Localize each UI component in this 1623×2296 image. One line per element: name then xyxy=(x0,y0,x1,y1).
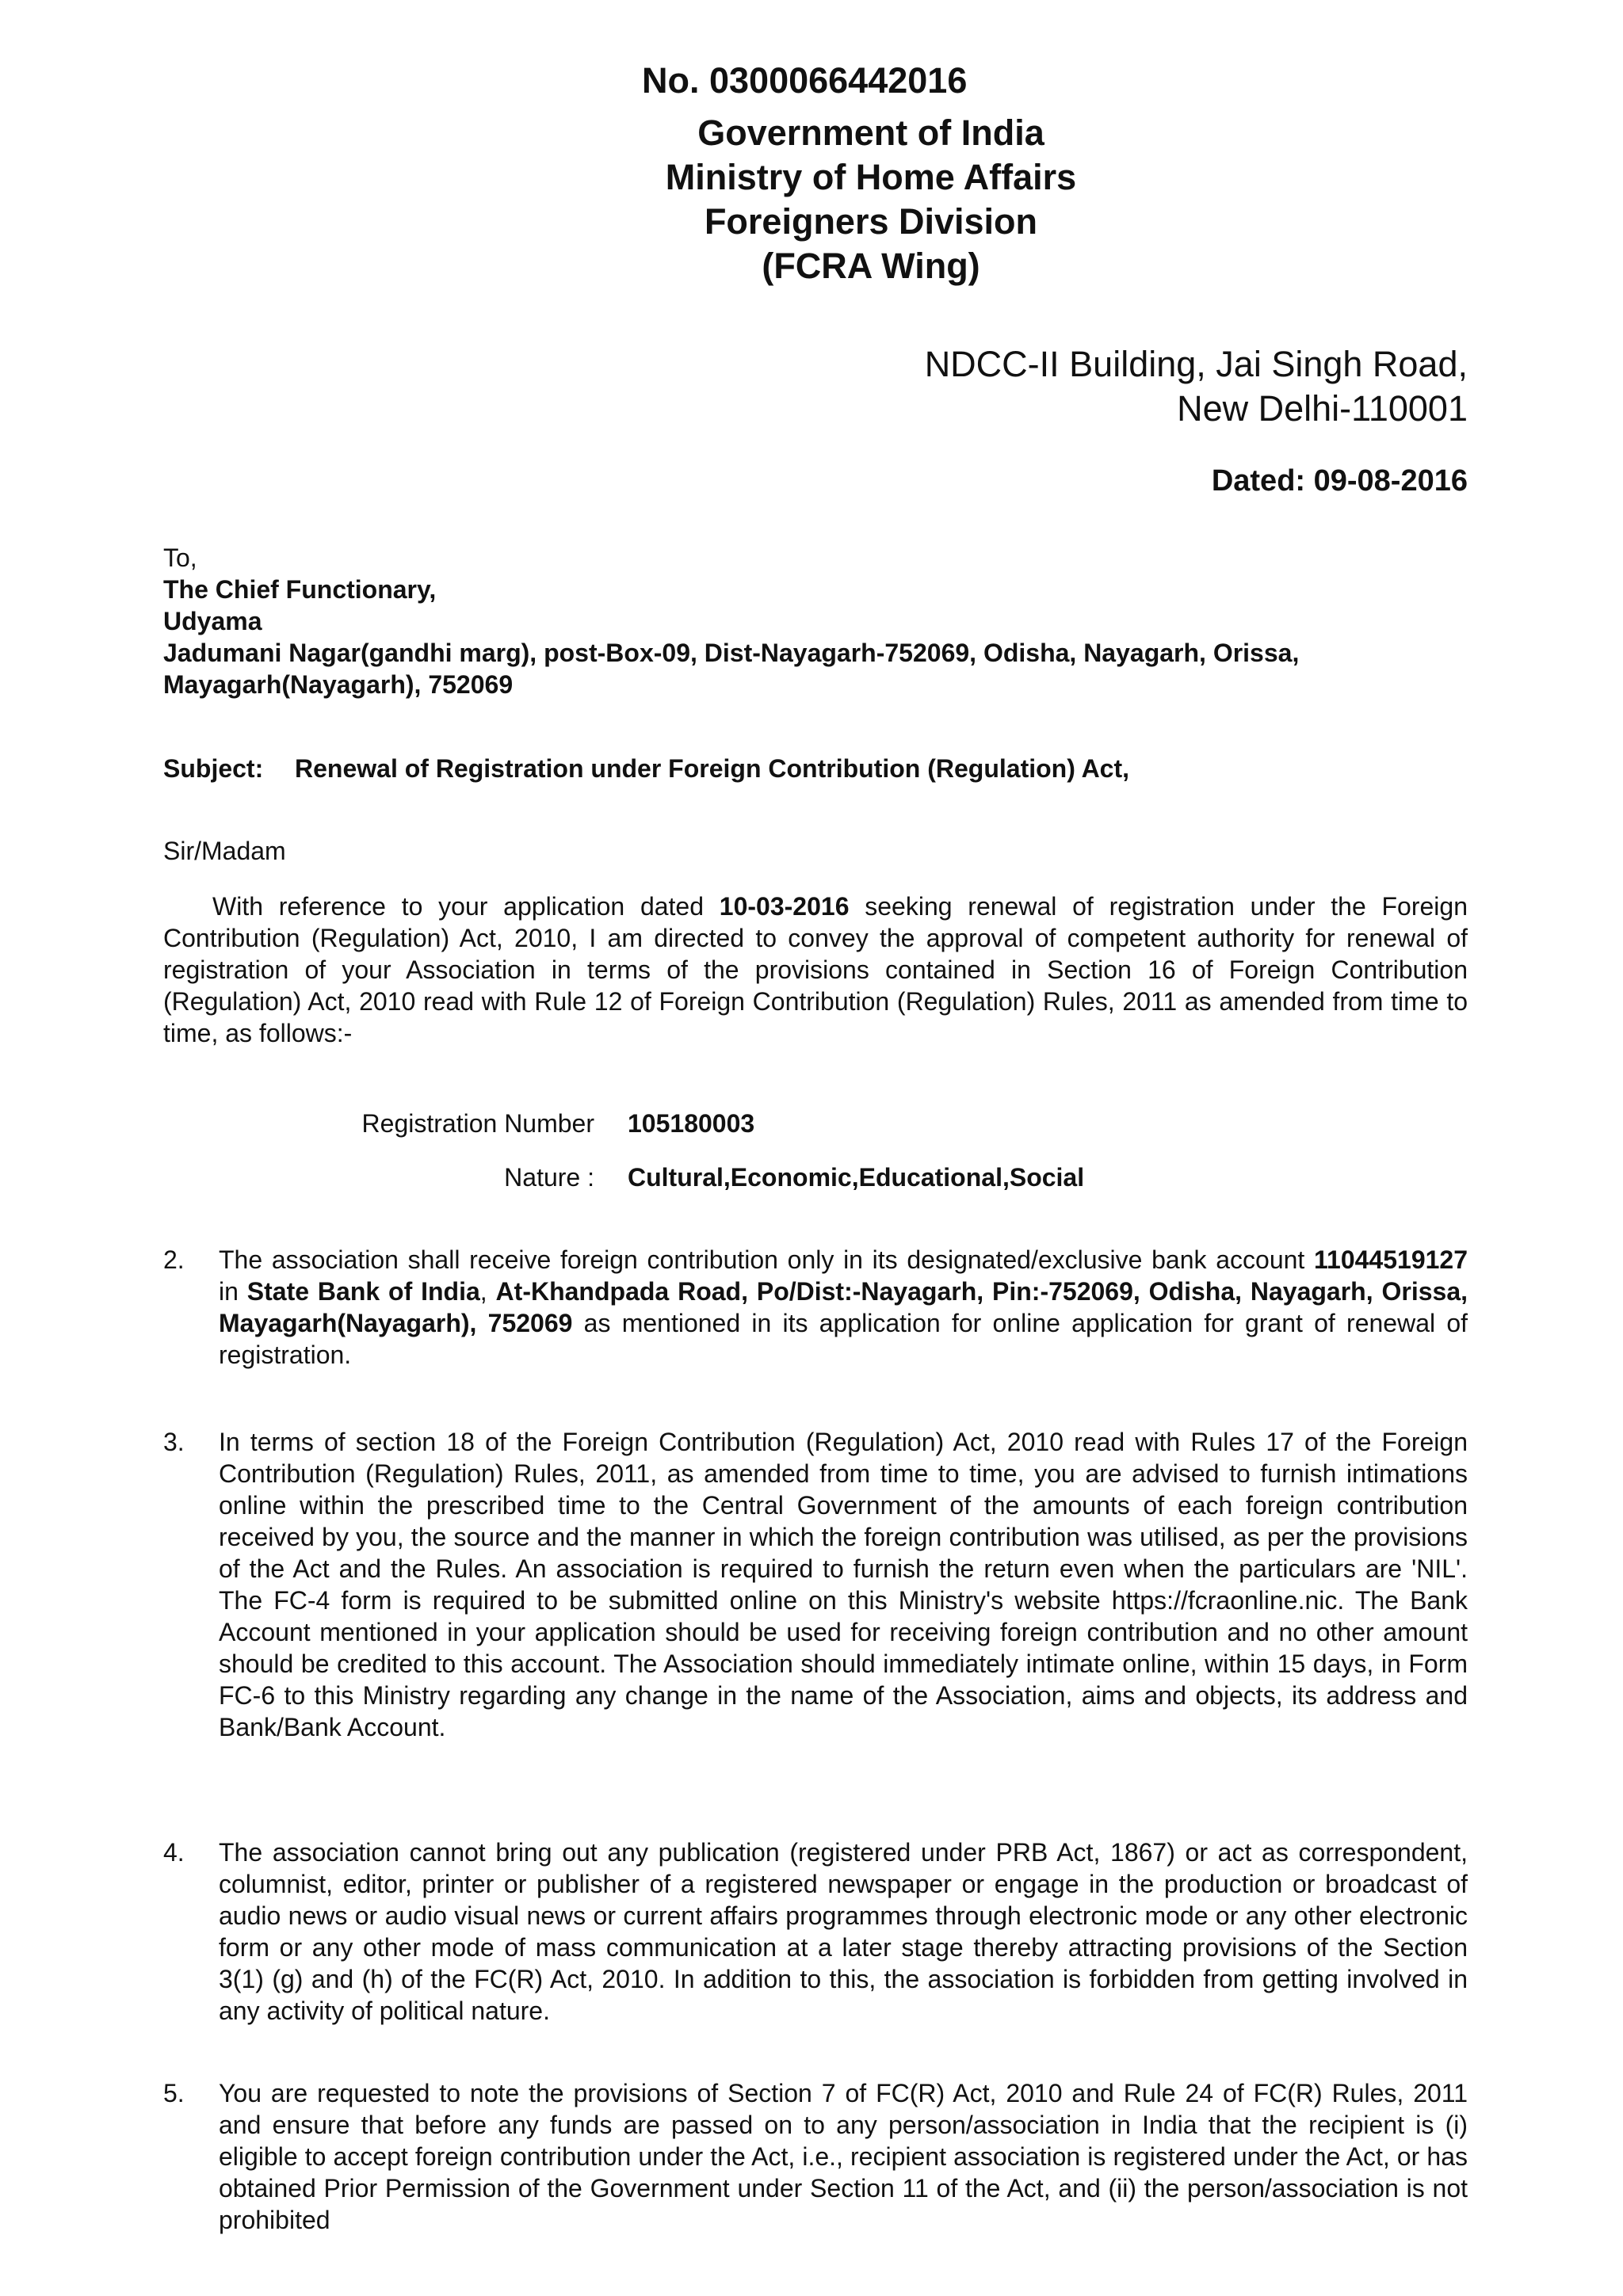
header-government: Government of India xyxy=(697,113,1044,153)
clause-2-text-mid2: , xyxy=(479,1277,496,1306)
intro-text-pre: With reference to your application dated xyxy=(212,892,720,921)
reference-number: No. 0300066442016 xyxy=(642,60,968,101)
clause-text: In terms of section 18 of the Foreign Contribution (Regulation) Act, 2010 read with Rules 17 of the Foreign Contribution (Regulation) Rules, 2011, as amended from time to time, you are advised to furnish intimations online within the prescribed time to the Central Government of the amounts of each foreign contribution received by you, the source and the manner in which the foreign contribution was utilised, as per the provisions of the Act and the Rules. An association is required to furnish the return even when the particulars are 'NIL'. The FC-4 form is required to be submitted online on this Ministry's website https://fcraonline.nic. The Bank Account mentioned in your application should be used for receiving foreign contribution and no other amount should be credited to this account. The Association should immediately intimate online, within 15 days, in Form FC-6 to this Ministry regarding any change in the name of the Association, aims and objects, its address and Bank/Bank Account. xyxy=(219,1428,1468,1741)
bank-branch-address: At-Khandpada Road, Po/Dist:-Nayagarh, Pin:-752069, Odisha, Nayagarh, Orissa, Mayagarh(Nayagarh), 752069 xyxy=(219,1277,1468,1337)
clause-text: The association cannot bring out any publication (registered under PRB Act, 1867) or act as correspondent, columnist, editor, printer or publisher of a registered newspaper or engage in the production or broadcast of audio news or audio visual news or current affairs programmes through electronic mode or any other electronic form or any other mode of mass communication at a later stage thereby attracting provisions of the Section 3(1) (g) and (h) of the FC(R) Act, 2010. In addition to this, the association is forbidden from getting involved in any activity of political nature. xyxy=(219,1838,1468,2025)
clause-text: You are requested to note the provisions of Section 7 of FC(R) Act, 2010 and Rule 24 of FC(R) Rules, 2011 and ensure that before any funds are passed on to any person/association in India that the recipient is (i) eligible to accept foreign contribution under the Act, i.e., recipient association is registered under the Act, or has obtained Prior Permission of the Government under Section 11 of the Act, and (ii) the person/association is not prohibited xyxy=(219,2079,1468,2234)
clause-2-text-post: as mentioned in its application for online application for grant of renewal of registration. xyxy=(219,1309,1468,1369)
recipient-to: To, xyxy=(163,543,197,572)
recipient-org: Udyama xyxy=(163,607,262,635)
clause-number: 3. xyxy=(163,1428,185,1456)
clause-2-text-mid1: in xyxy=(219,1277,247,1306)
clause-text xyxy=(219,1244,1468,1371)
subject-line xyxy=(163,754,1129,784)
bank-name: State Bank of India xyxy=(246,1277,480,1306)
header-division: Foreigners Division xyxy=(704,201,1038,242)
office-address-line2: New Delhi-110001 xyxy=(1177,388,1468,429)
intro-text-post: seeking renewal of registration under the Foreign Contribution (Regulation) Act, 2010, I am directed to convey the approval of competent authority for renewal of registration of your Association in terms of the provisions contained in Section 16 of Foreign Contribution (Regulation) Act, 2010 read with Rule 12 of Foreign Contribution (Regulation) Rules, 2011 as amended from time to time, as follows:- xyxy=(163,892,1468,1047)
office-address-line1: NDCC-II Building, Jai Singh Road, xyxy=(924,344,1468,384)
subject-label: Subject: xyxy=(163,754,264,783)
clause-number: 2. xyxy=(163,1245,185,1274)
nature-value: Cultural,Economic,Educational,Social xyxy=(628,1163,1085,1192)
recipient-address1: Jadumani Nagar(gandhi marg), post-Box-09, Dist-Nayagarh-752069, Odisha, Nayagarh, Orissa, xyxy=(163,639,1300,667)
application-date: 10-03-2016 xyxy=(719,892,850,921)
clause-number: 4. xyxy=(163,1838,185,1867)
clause-2 xyxy=(163,1244,1468,1371)
header-wing: (FCRA Wing) xyxy=(762,246,980,286)
recipient-block xyxy=(163,542,1479,700)
recipient-address2: Mayagarh(Nayagarh), 752069 xyxy=(163,670,514,699)
recipient-title: The Chief Functionary, xyxy=(163,575,437,604)
header-ministry: Ministry of Home Affairs xyxy=(665,157,1077,197)
clause-3 xyxy=(163,1426,1468,1743)
registration-number-label: Registration Number xyxy=(361,1109,594,1138)
intro-paragraph xyxy=(163,891,1468,1049)
bank-account-number: 11044519127 xyxy=(1314,1245,1468,1274)
clause-4 xyxy=(163,1836,1468,2027)
clause-2-text-pre: The association shall receive foreign contribution only in its designated/exclusive bank account xyxy=(219,1245,1314,1274)
nature-label: Nature : xyxy=(504,1163,594,1192)
subject-text: Renewal of Registration under Foreign Contribution (Regulation) Act, xyxy=(295,754,1130,783)
registration-number-value: 105180003 xyxy=(628,1109,755,1138)
clause-number: 5. xyxy=(163,2079,185,2107)
salutation: Sir/Madam xyxy=(163,837,286,865)
clause-5 xyxy=(163,2077,1468,2236)
letter-date: Dated: 09-08-2016 xyxy=(1211,464,1468,498)
